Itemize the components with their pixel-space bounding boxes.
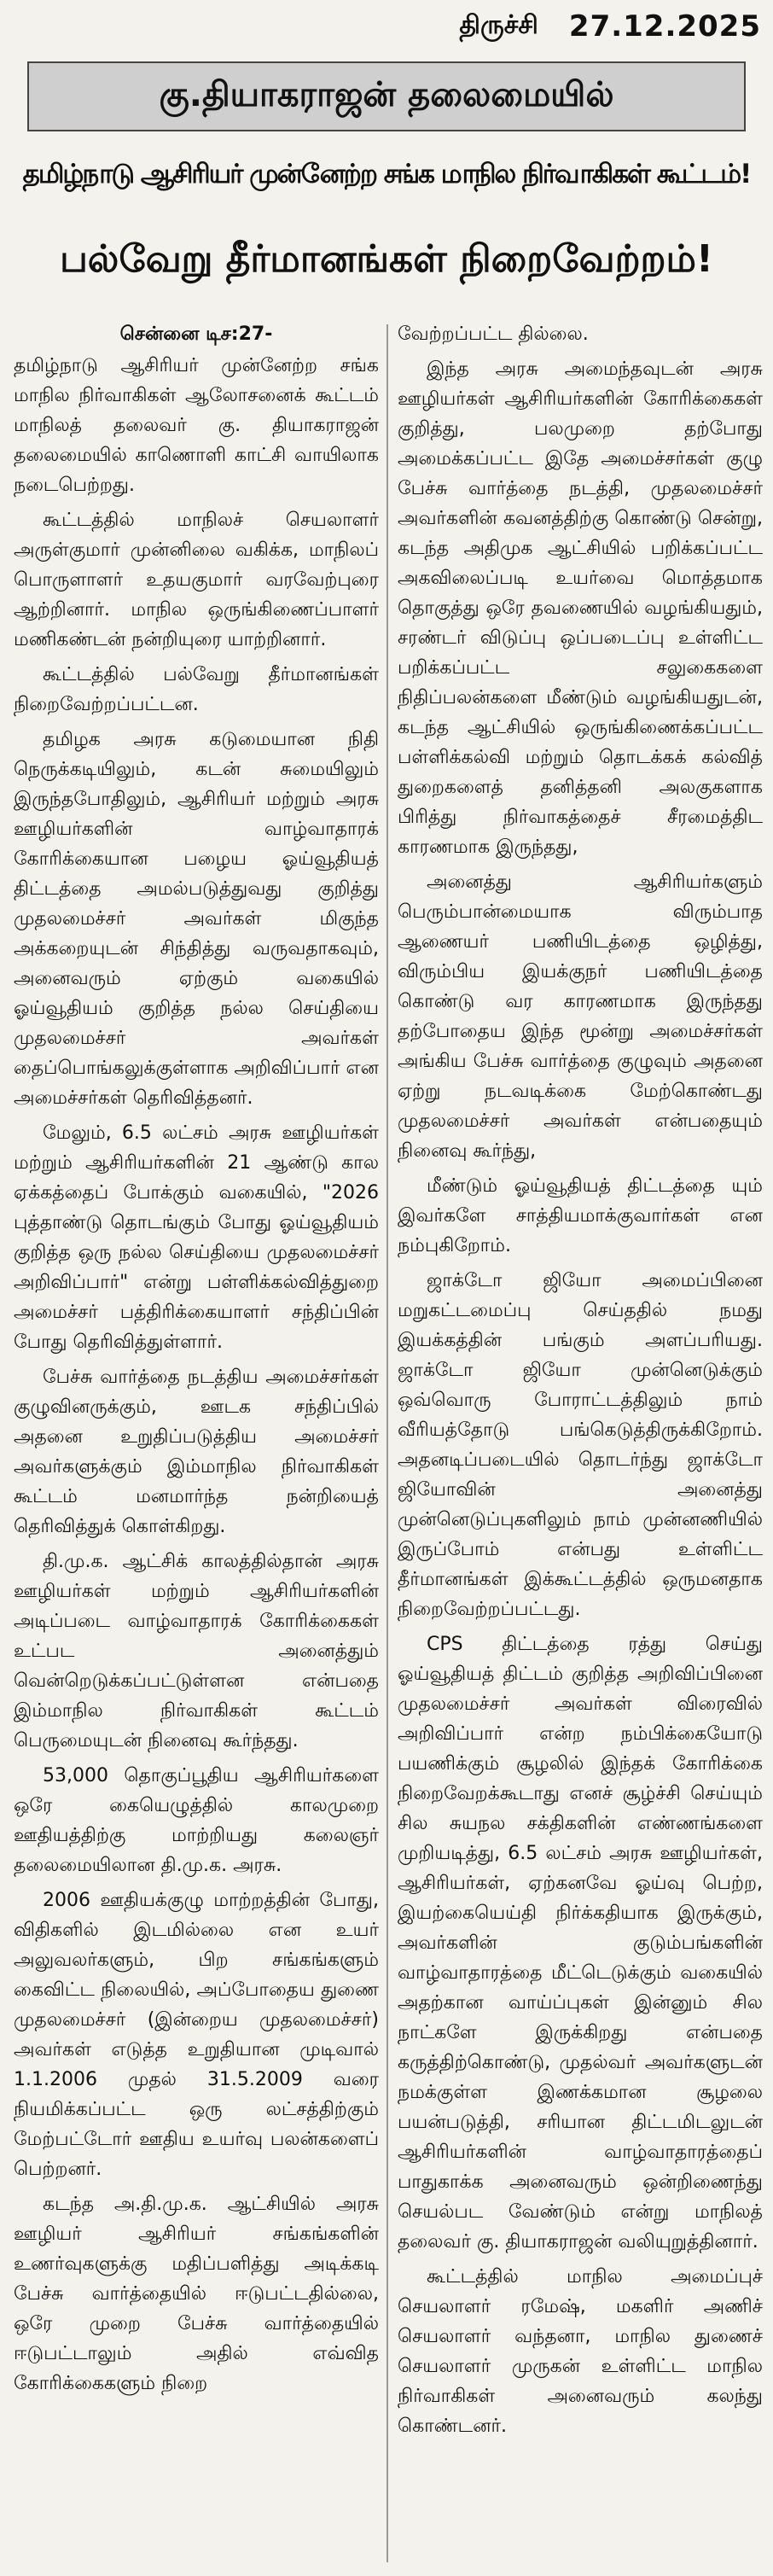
dateline: சென்னை டிச:27- <box>119 323 273 345</box>
paragraph: அனைத்து ஆசிரியர்களும் பெரும்பான்மையாக விரும்பாத ஆணையர் பணியிடத்தை ஒழித்து, விரும்பிய இயக்குநர் பணியிடத்தை கொண்டு வர காரணமாக இருந்தது தற்போதைய இந்த மூன்று அமைச்சர்கள் அங்கிய பேச்சு வார்த்தை குழுவும் அதனை ஏற்று நடவடிக்கை மேற்கொண்டது முதலமைச்சர் அவர்கள் என்பதையும் நினைவு கூர்ந்து, <box>398 871 763 1162</box>
paragraph: ஜாக்டோ ஜியோ அமைப்பினை மறுகட்டமைப்பு செய்ததில் நமது இயக்கத்தின் பங்கும் அளப்பரியது. ஜாக்டோ ஜியோ முன்னெடுக்கும் ஒவ்வொரு போராட்டத்திலும் நாம் வீரியத்தோடு பங்கெடுத்திருக்கிறோம். அதனடிப்படையில் தொடர்ந்து ஜாக்டோ ஜியோவின் அனைத்து முன்னெடுப்புகளிலும் நாம் முன்னணியில் இருப்போம் என்பது உள்ளிட்ட தீர்மானங்கள் இக்கூட்டத்தில் ஒருமனதாக நிறைவேற்றப்பட்டது. <box>398 1270 763 1620</box>
paragraph: கடந்த அ.தி.மு.க. ஆட்சியில் அரசு ஊழியர் ஆசிரியர் சங்கங்களின் உணர்வுகளுக்கு மதிப்பளித்து அடிக்கடி பேச்சு வார்த்தையில் ஈடுபட்டதில்லை, ஒரே முறை பேச்சு வார்த்தையில் ஈடுபட்டாலும் அதில் எவ்வித கோரிக்கைகளும் நிறை <box>14 2194 379 2394</box>
paragraph: தி.மு.க. ஆட்சிக் காலத்தில்தான் அரசு ஊழியர்கள் மற்றும் ஆசிரியர்களின் அடிப்படை வாழ்வாதாரக் கோரிக்கைகள் உட்பட அனைத்தும் வென்றெடுக்கப்பட்டுள்ளன என்பதை இம்மாநில நிர்வாகிகள் கூட்டம் பெருமையுடன் நினைவு கூர்ந்தது. <box>14 1551 379 1751</box>
edition-date: 27.12.2025 <box>568 9 761 44</box>
paragraph: மேலும், 6.5 லட்சம் அரசு ஊழியர்கள் மற்றும் ஆசிரியர்களின் 21 ஆண்டு கால ஏக்கத்தைப் போக்கும் வகையில், "2026 புத்தாண்டு தொடங்கும் போது ஓய்வூதியம் குறித்த ஒரு நல்ல செய்தியை முதலமைச்சர் அறிவிப்பார்" என்று பள்ளிக்கல்வித்துறை அமைச்சர் பத்திரிக்கையாளர் சந்திப்பின் போது தெரிவித்துள்ளார். <box>14 1122 379 1353</box>
headline-box <box>7 137 766 215</box>
column-divider <box>386 324 388 2562</box>
paragraph: பேச்சு வார்த்தை நடத்திய அமைச்சர்கள் குழுவினருக்கும், ஊடக சந்திப்பில் அதனை உறுதிப்படுத்திய அமைச்சர் அவர்களுக்கும் இம்மாநில நிர்வாகிகள் கூட்டம் மனமார்ந்த நன்றியைத் தெரிவித்துக் கொள்கிறது. <box>14 1367 379 1537</box>
article-column-right <box>398 319 763 2571</box>
strip-title: கு.தியாகராஜன் தலைமையில் <box>159 74 614 114</box>
paragraph: தமிழ்நாடு ஆசிரியர் முன்னேற்ற சங்க மாநில நிர்வாகிகள் ஆலோசனைக் கூட்டம் மாநிலத் தலைவர் கு. தியாகராஜன் தலைமையில் காணொளி காட்சி வாயிலாக நடைபெற்றது. <box>14 355 379 496</box>
strip-title-box <box>27 61 746 131</box>
headline: தமிழ்நாடு ஆசிரியர் முன்னேற்ற சங்க மாநில நிர்வாகிகள் கூட்டம்! <box>22 159 751 189</box>
paragraph: இந்த அரசு அமைந்தவுடன் அரசு ஊழியர்கள் ஆசிரியர்களின் கோரிக்கைகள் குறித்து, பலமுறை தற்போது அமைக்கப்பட்ட இதே அமைச்சர்கள் குழு பேச்சு வார்த்தை நடத்தி, முதலமைச்சர் அவர்களின் கவனத்திற்கு கொண்டு சென்று, கடந்த அதிமுக ஆட்சியில் பறிக்கப்பட்ட அகவிலைப்படி உயர்வை மொத்தமாக தொகுத்து ஒரே தவணையில் வழங்கியதும், சரண்டர் விடுப்பு ஒப்படைப்பு உள்ளிட்ட பறிக்கப்பட்ட சலுகைகளை நிதிப்பலன்களை மீண்டும் வழங்கியதுடன், கடந்த ஆட்சியில் ஒருங்கிணைக்கப்பட்ட பள்ளிக்கல்வி மற்றும் தொடக்கக் கல்வித் துறைகளைத் தனித்தனி அலகுகளாக பிரித்து நிர்வாகத்தைச் சீரமைத்திட காரணமாக இருந்தது, <box>398 358 763 858</box>
subheadline: பல்வேறு தீர்மானங்கள் நிறைவேற்றம்! <box>60 236 713 281</box>
edition-city: திருச்சி <box>459 9 538 40</box>
paragraph: CPS திட்டத்தை ரத்து செய்து ஓய்வூதியத் திட்டம் குறித்த அறிவிப்பினை முதலமைச்சர் அவர்கள் விரைவில் அறிவிப்பார் என்ற நம்பிக்கையோடு பயணிக்கும் சூழலில் இந்தக் கோரிக்கை நிறைவேறக்கூடாது எனச் சூழ்ச்சி செய்யும் சில சுயநல சக்திகளின் எண்ணங்களை முறியடித்து, 6.5 லட்சம் அரசு ஊழியர்கள், ஆசிரியர்கள், ஏற்கனவே ஓய்வு பெற்ற, இயற்கையெய்தி நிர்க்கதியாக இருக்கும், அவர்களின் குடும்பங்களின் வாழ்வாதாரத்தை மீட்டெடுக்கும் வகையில் அதற்கான வாய்ப்புகள் இன்னும் சில நாட்களே இருக்கிறது என்பதை கருத்திற்கொண்டு, முதல்வர் அவர்களுடன் நமக்குள்ள இணக்கமான சூழலை பயன்படுத்தி, சரியான திட்டமிடலுடன் ஆசிரியர்களின் வாழ்வாதாரத்தைப் பாதுகாக்க அனைவரும் ஒன்றிணைந்து செயல்பட வேண்டும் என்று மாநிலத் தலைவர் கு. தியாகராஜன் வலியுறுத்தினார். <box>398 1634 763 2253</box>
subheadline-box <box>9 220 764 302</box>
paragraph: மீண்டும் ஓய்வூதியத் திட்டத்தை யும் இவர்களே சாத்தியமாக்குவார்கள் என நம்புகிறோம். <box>398 1175 763 1256</box>
article-column-left <box>14 319 379 2571</box>
paragraph: தமிழக அரசு கடுமையான நிதி நெருக்கடியிலும், கடன் சுமையிலும் இருந்தபோதிலும், ஆசிரியர் மற்றும் அரசு ஊழியர்களின் வாழ்வாதாரக் கோரிக்கையான பழைய ஓய்வூதியத் திட்டத்தை அமல்படுத்துவது குறித்து முதலமைச்சர் அவர்கள் மிகுந்த அக்கறையுடன் சிந்தித்து வருவதாகவும், அனைவரும் ஏற்கும் வகையில் ஓய்வூதியம் குறித்த நல்ல செய்தியை முதலமைச்சர் அவர்கள் தைப்பொங்கலுக்குள்ளாக அறிவிப்பார் என அமைச்சர்கள் தெரிவித்தனர். <box>14 729 379 1109</box>
paragraph: வேற்றப்பட்ட தில்லை. <box>398 323 589 345</box>
masthead <box>0 0 773 53</box>
paragraph: 53,000 தொகுப்பூதிய ஆசிரியர்களை ஒரே கையெழுத்தில் காலமுறை ஊதியத்திற்கு மாற்றியது கலைஞர் தலைமையிலான தி.மு.க. அரசு. <box>14 1765 379 1876</box>
paragraph: 2006 ஊதியக்குழு மாற்றத்தின் போது, விதிகளில் இடமில்லை என உயர் அலுவலர்களும், பிற சங்கங்களும் கைவிட்ட நிலையில், அப்போதைய துணை முதலமைச்சர் (இன்றைய முதலமைச்சர்) அவர்கள் எடுத்த உறுதியான முடிவால் 1.1.2006 முதல் 31.5.2009 வரை நியமிக்கப்பட்ட ஒரு லட்சத்திற்கும் மேற்பட்டோர் ஊதிய உயர்வு பலன்களைப் பெற்றனர். <box>14 1890 379 2180</box>
paragraph: கூட்டத்தில் மாநிலச் செயலாளர் அருள்குமார் முன்னிலை வகிக்க, மாநிலப் பொருளாளர் உதயகுமார் வரவேற்புரை ஆற்றினார். மாநில ஒருங்கிணைப்பாளர் மணிகண்டன் நன்றியுரை யாற்றினார். <box>14 510 379 650</box>
paragraph: கூட்டத்தில் பல்வேறு தீர்மானங்கள் நிறைவேற்றப்பட்டன. <box>14 664 379 715</box>
paragraph: கூட்டத்தில் மாநில அமைப்புச் செயலாளர் ரமேஷ், மகளிர் அணிச் செயலாளர் வந்தனா, மாநில துணைச் செயலாளர் முருகன் உள்ளிட்ட மாநில நிர்வாகிகள் அனைவரும் கலந்து கொண்டனர். <box>398 2266 763 2437</box>
